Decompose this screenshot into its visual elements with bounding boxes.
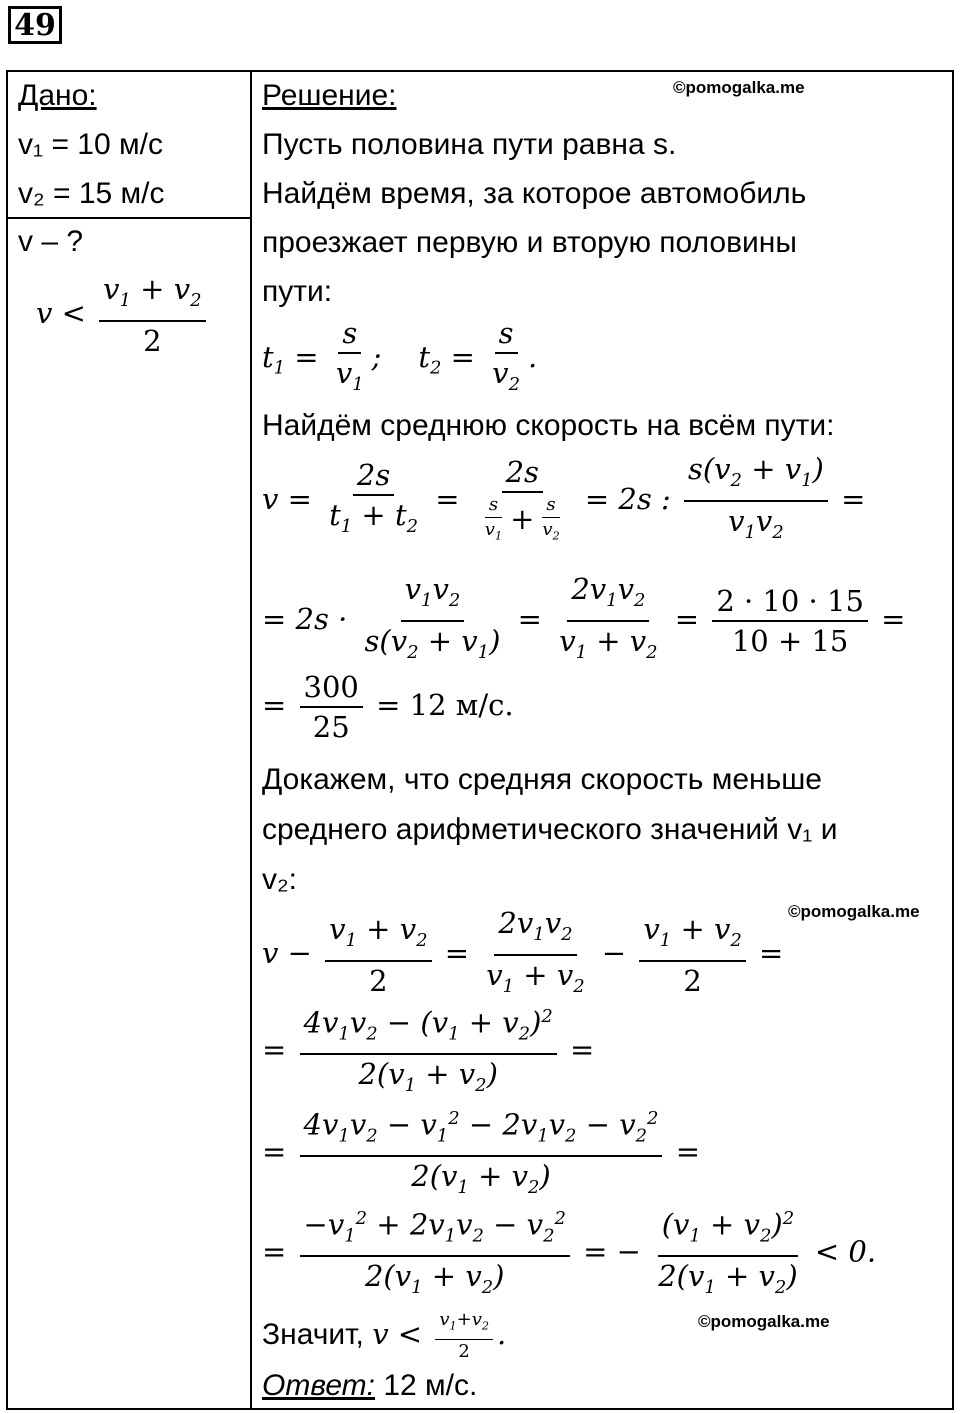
- solution-line-7: среднего арифметического значений v₁ и: [262, 813, 838, 846]
- given-v2: v₂ = 15 м/с: [18, 177, 165, 210]
- solution-line-4: пути:: [262, 275, 333, 308]
- answer-value: 12 м/с.: [375, 1369, 478, 1402]
- ratio-denominator: 25: [312, 710, 350, 744]
- problem-number: 49: [8, 6, 62, 44]
- column-divider: [250, 72, 252, 1408]
- formula-result: = $\frac{300}{25}$ = 12 м/с.: [262, 670, 514, 744]
- formula-average-1: v = $\frac{2s}{t_1 + t_2}$ = 2s $\frac{s}{v_1}$ + $\frac{s}{v_2}$ = 2s : $\frac{s(v_2 + v_1)}{v_1v_2}$ =: [262, 452, 866, 543]
- solution-line-3: проезжает первую и вторую половины: [262, 226, 797, 259]
- solution-table: [6, 70, 954, 1410]
- formula-proof-2: = $\frac{4v_1v_2 - (v_1 + v_2)^2}{2(v_1 + v_2)}$ =: [262, 1000, 594, 1103]
- watermark-top: ©pomogalka.me: [673, 78, 805, 97]
- given-v1: v₁ = 10 м/с: [18, 128, 163, 161]
- watermark-bottom: ©pomogalka.me: [698, 1312, 830, 1331]
- watermark-middle: ©pomogalka.me: [788, 902, 920, 921]
- formula-proof-3: = $\frac{4v_1v_2 - v_1^2 - 2v_1v_2 - v_2^2}{2(v_1 + v_2)}$ =: [262, 1102, 700, 1205]
- ratio-numerator: 300: [300, 670, 363, 708]
- solution-line-6: Докажем, что средняя скорость меньше: [262, 763, 822, 796]
- solution-line-2: Найдём время, за которое автомобиль: [262, 177, 807, 210]
- formula-proof-1: v − $\frac{v_1 + v_2}{2}$ = $\frac{2v_1v_2}{v_1 + v_2}$ − $\frac{v_1 + v_2}{2}$ =: [262, 906, 784, 998]
- formula-average-2: = 2s · $\frac{v_1v_2}{s(v_2 + v_1)}$ = $\frac{2v_1v_2}{v_1 + v_2}$ = $\frac{2 \cdot 10 \cdot 15}{10 + 15}$ =: [262, 572, 906, 663]
- numeric-denominator: 10 + 15: [731, 623, 849, 658]
- given-heading: Дано:: [18, 79, 97, 112]
- solution-heading: Решение:: [262, 79, 397, 112]
- given-inequality: v < $\frac{v_1 + v_2}{2}$: [36, 272, 210, 358]
- given-divider: [8, 217, 250, 219]
- result-value: 12: [409, 688, 447, 722]
- solution-line-8: v₂:: [262, 863, 297, 896]
- answer-line: [262, 1368, 477, 1404]
- formula-times: $t_1$ = $\frac{s}{v_1}$ ; $t_2$ = $\frac{s}{v_2}$ .: [262, 316, 538, 395]
- numeric-numerator: 2 · 10 · 15: [712, 584, 868, 622]
- answer-label: Ответ:: [262, 1369, 375, 1402]
- result-unit: м/с.: [455, 688, 514, 722]
- given-find: v – ?: [18, 225, 84, 258]
- conclusion-prefix: Значит,: [262, 1317, 364, 1351]
- formula-proof-4: = $\frac{-v_1^2 + 2v_1v_2 - v_2^2}{2(v_1 + v_2)}$ = − $\frac{(v_1 + v_2)^2}{2(v_1 + v_2)}$ < 0.: [262, 1202, 876, 1305]
- solution-line-1: Пусть половина пути равна s.: [262, 128, 677, 161]
- conclusion-line: Значит, v < $\frac{v_1+v_2}{2}$ .: [262, 1309, 507, 1362]
- solution-line-5: Найдём среднюю скорость на всём пути:: [262, 409, 835, 442]
